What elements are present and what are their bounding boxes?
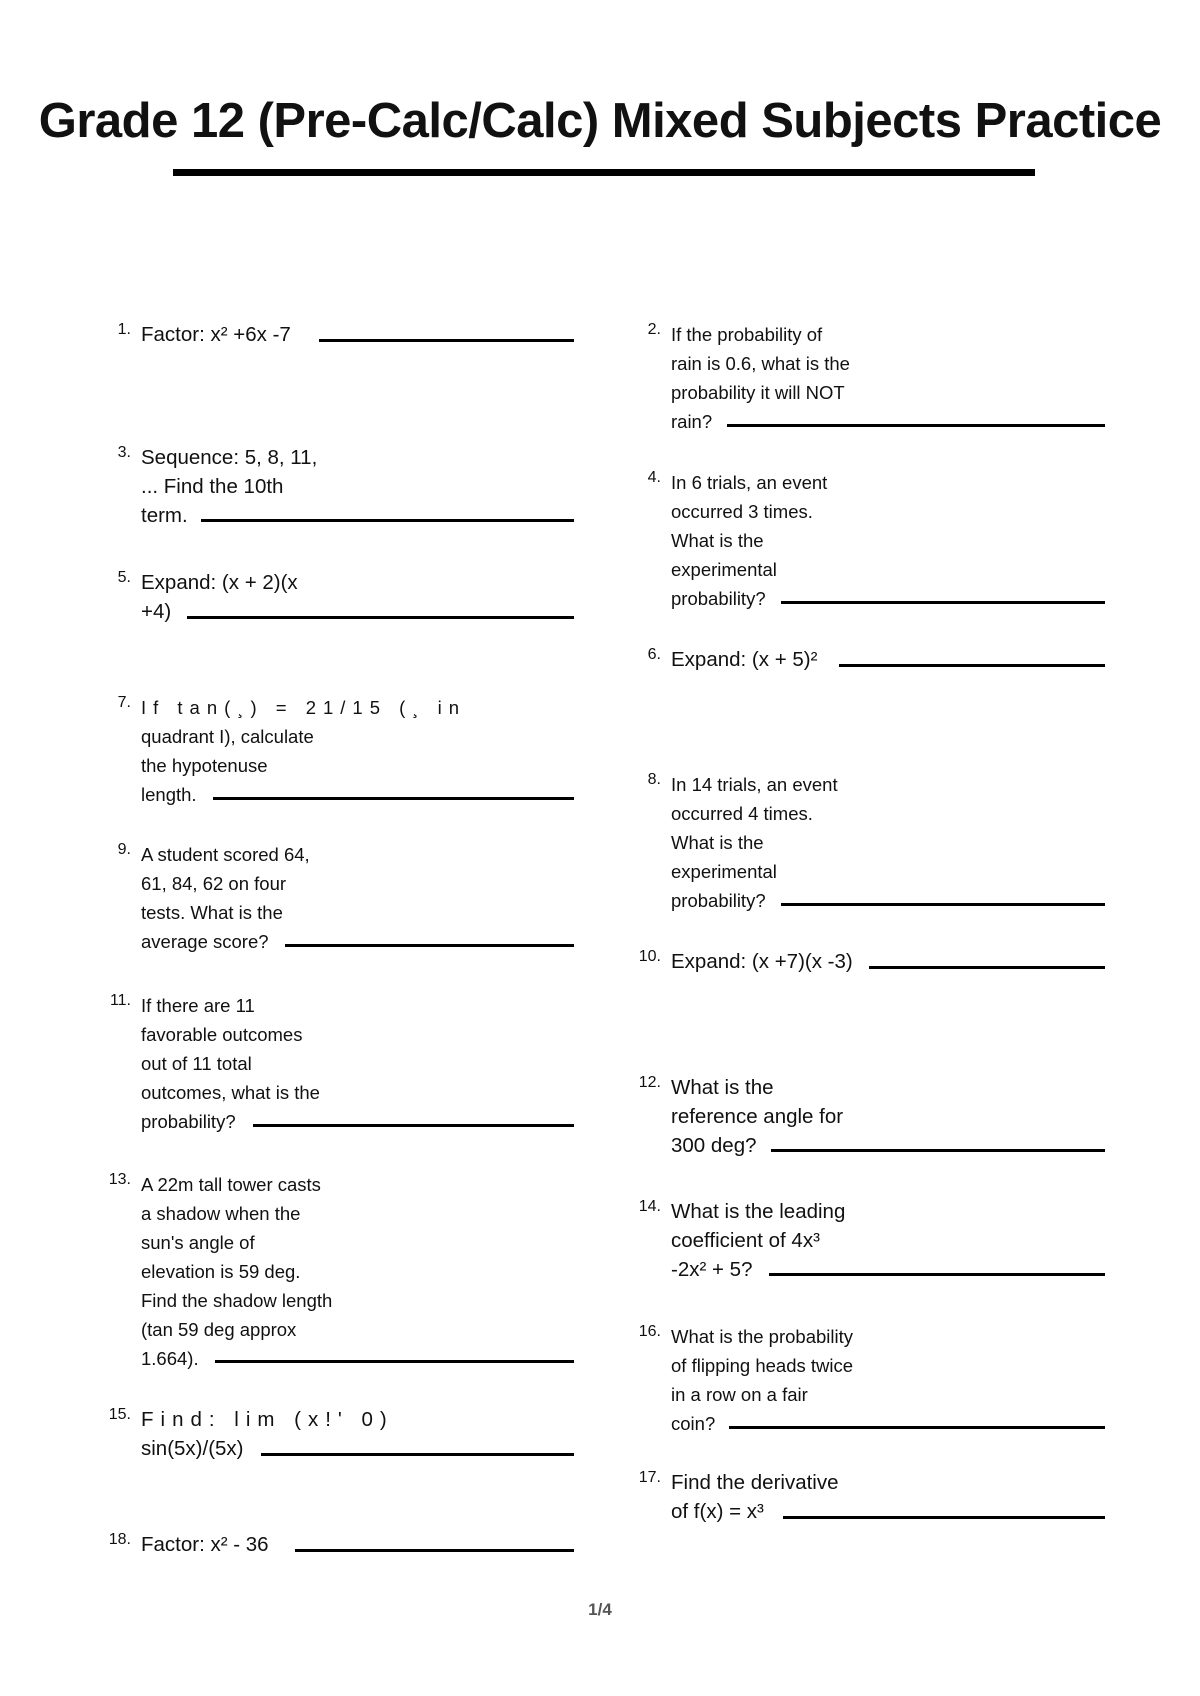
answer-blank[interactable] (729, 1426, 1105, 1429)
question-text: occurred 3 times. (671, 501, 813, 522)
question-text: probability? (671, 890, 766, 911)
question-text: If there are 11 (141, 995, 255, 1016)
question-text: elevation is 59 deg. (141, 1261, 301, 1282)
question-text: What is the (671, 530, 764, 551)
question-text: Expand: (x +7)(x -3) (671, 950, 853, 973)
question-text: experimental (671, 861, 777, 882)
question-text: of flipping heads twice (671, 1355, 854, 1376)
question-text: the hypotenuse (141, 755, 268, 776)
answer-blank[interactable] (869, 966, 1105, 969)
answer-blank[interactable] (783, 1516, 1105, 1519)
question-text: -2x² + 5? (671, 1258, 753, 1281)
question-text: sin(5x)/(5x) (141, 1437, 244, 1460)
question-10 (625, 947, 1115, 976)
answer-blank[interactable] (213, 797, 574, 800)
answer-blank[interactable] (187, 616, 574, 619)
question-number: 5. (117, 569, 131, 586)
question-text: A 22m tall tower casts (141, 1174, 321, 1195)
answer-blank[interactable] (215, 1360, 574, 1363)
question-text: In 14 trials, an event (671, 774, 838, 795)
question-text: a shadow when the (141, 1203, 301, 1224)
question-text: ... Find the 10th (141, 475, 284, 498)
question-text: Factor: x² +6x -7 (141, 323, 291, 346)
question-text: In 6 trials, an event (671, 472, 828, 493)
question-number: 8. (647, 771, 661, 788)
question-text: Sequence: 5, 8, 11, (141, 446, 318, 469)
answer-blank[interactable] (727, 424, 1105, 427)
question-text: What is the probability (671, 1326, 854, 1347)
question-text: term. (141, 504, 188, 527)
question-text: Find: lim (x!' 0) (141, 1408, 394, 1431)
answer-blank[interactable] (261, 1453, 574, 1456)
question-number: 18. (108, 1531, 131, 1548)
question-1 (95, 320, 585, 349)
question-text: experimental (671, 559, 777, 580)
question-13 (95, 1170, 585, 1373)
question-text: probability? (671, 588, 766, 609)
question-text: Expand: (x + 2)(x (141, 571, 298, 594)
page-title: Grade 12 (Pre-Calc/Calc) Mixed Subjects Practice (38, 94, 1162, 148)
question-text: reference angle for (671, 1105, 844, 1128)
question-text: favorable outcomes (141, 1024, 303, 1045)
question-text: +4) (141, 600, 172, 623)
question-17 (625, 1468, 1115, 1526)
question-number: 17. (638, 1469, 661, 1486)
question-text: What is the leading (671, 1200, 846, 1223)
question-text: What is the (671, 1076, 774, 1099)
question-text: average score? (141, 931, 269, 952)
question-text: If the probability of (671, 324, 823, 345)
question-text: occurred 4 times. (671, 803, 813, 824)
question-number: 9. (117, 841, 131, 858)
question-text: in a row on a fair (671, 1384, 808, 1405)
question-text: What is the (671, 832, 764, 853)
question-text: Expand: (x + 5)² (671, 648, 818, 671)
question-text: If tan(¸) = 21/15 (¸ in (141, 697, 466, 718)
question-text: outcomes, what is the (141, 1082, 320, 1103)
question-14 (625, 1197, 1115, 1284)
title-underline (173, 169, 1035, 176)
question-18 (95, 1530, 585, 1559)
answer-blank[interactable] (201, 519, 574, 522)
question-number: 16. (638, 1323, 661, 1340)
question-text: Find the shadow length (141, 1290, 333, 1311)
question-9 (95, 840, 585, 956)
question-7 (95, 693, 585, 809)
question-11 (95, 991, 585, 1136)
question-5 (95, 568, 585, 626)
question-15 (95, 1405, 585, 1463)
question-8 (625, 770, 1115, 915)
question-text: sun's angle of (141, 1232, 255, 1253)
question-number: 10. (638, 948, 661, 965)
question-text: Find the derivative (671, 1471, 839, 1494)
question-text: 1.664). (141, 1348, 199, 1369)
question-number: 11. (109, 992, 131, 1009)
question-12 (625, 1073, 1115, 1160)
question-text: rain is 0.6, what is the (671, 353, 850, 374)
question-text: out of 11 total (141, 1053, 252, 1074)
question-text: quadrant I), calculate (141, 726, 314, 747)
answer-blank[interactable] (769, 1273, 1105, 1276)
question-text: coefficient of 4x³ (671, 1229, 820, 1252)
question-text: probability it will NOT (671, 382, 845, 403)
answer-blank[interactable] (781, 903, 1105, 906)
question-number: 15. (108, 1406, 131, 1423)
answer-blank[interactable] (839, 664, 1105, 667)
question-text: A student scored 64, (141, 844, 310, 865)
question-number: 12. (638, 1074, 661, 1091)
answer-blank[interactable] (295, 1549, 574, 1552)
question-number: 1. (117, 321, 131, 338)
answer-blank[interactable] (771, 1149, 1105, 1152)
answer-blank[interactable] (253, 1124, 574, 1127)
question-text: 61, 84, 62 on four (141, 873, 287, 894)
question-16 (625, 1322, 1115, 1438)
question-3 (95, 443, 585, 530)
question-text: probability? (141, 1111, 236, 1132)
question-text: (tan 59 deg approx (141, 1319, 297, 1340)
question-2 (625, 320, 1115, 436)
question-text: length. (141, 784, 197, 805)
question-text: Factor: x² - 36 (141, 1533, 269, 1556)
question-number: 7. (117, 694, 131, 711)
question-number: 13. (108, 1171, 131, 1188)
question-text: rain? (671, 411, 713, 432)
question-number: 14. (638, 1198, 661, 1215)
answer-blank[interactable] (781, 601, 1105, 604)
question-number: 2. (647, 321, 661, 338)
question-6 (625, 645, 1115, 674)
question-text: coin? (671, 1413, 716, 1434)
question-text: tests. What is the (141, 902, 283, 923)
answer-blank[interactable] (285, 944, 574, 947)
question-4 (625, 468, 1115, 613)
question-number: 3. (117, 444, 131, 461)
page-number: 1/4 (588, 1600, 612, 1619)
question-number: 4. (647, 469, 661, 486)
answer-blank[interactable] (319, 339, 574, 342)
question-text: of f(x) = x³ (671, 1500, 764, 1523)
question-number: 6. (647, 646, 661, 663)
question-text: 300 deg? (671, 1134, 757, 1157)
